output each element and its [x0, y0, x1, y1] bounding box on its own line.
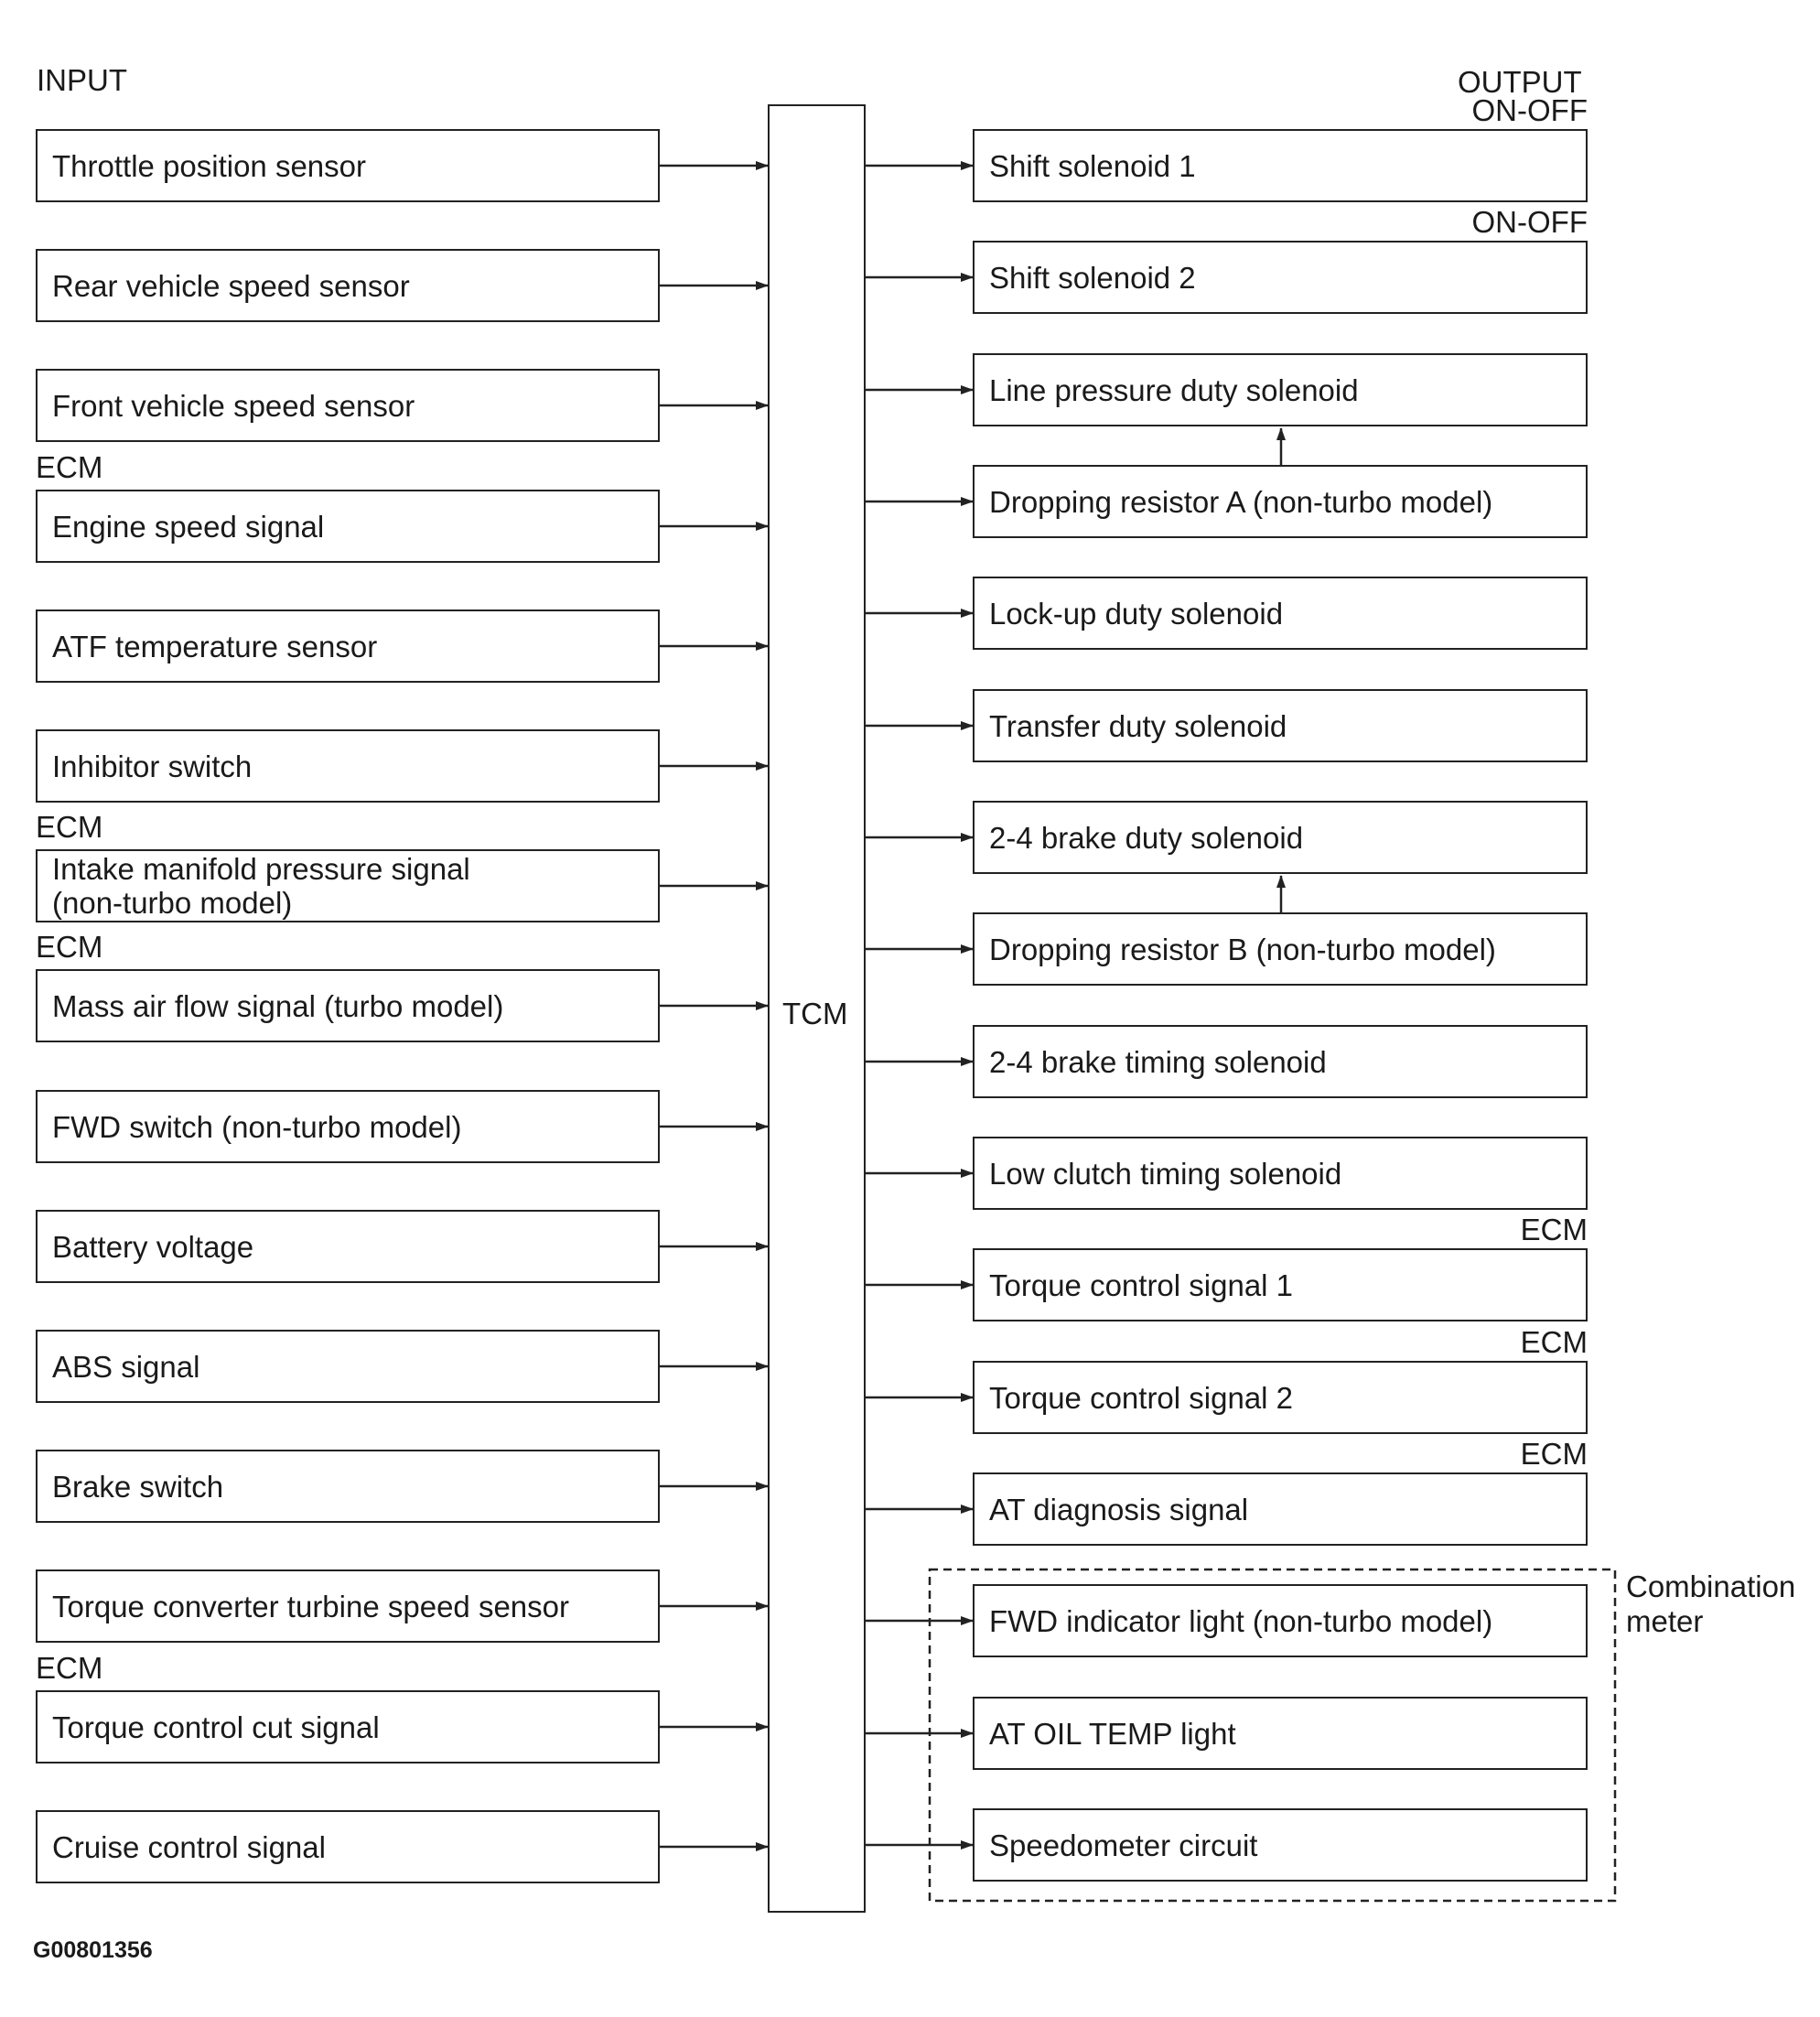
input-source-tag: ECM — [36, 1651, 103, 1685]
figure-id: G00801356 — [33, 1937, 153, 1963]
input-label: Throttle position sensor — [52, 149, 367, 183]
input-label: Brake switch — [52, 1470, 224, 1504]
output-heading: OUTPUT — [1458, 65, 1582, 99]
input-label: Engine speed signal — [52, 510, 325, 544]
output-label: AT OIL TEMP light — [989, 1717, 1236, 1751]
output-tag: ECM — [1520, 1437, 1588, 1471]
input-source-tag: ECM — [36, 450, 103, 484]
input-label: Rear vehicle speed sensor — [52, 269, 410, 303]
output-label: Lock-up duty solenoid — [989, 597, 1284, 631]
output-label: Dropping resistor A (non-turbo model) — [989, 485, 1493, 519]
input-source-tag: ECM — [36, 930, 103, 964]
output-label: Dropping resistor B (non-turbo model) — [989, 933, 1496, 966]
output-label: Line pressure duty solenoid — [989, 373, 1359, 407]
input-label: Torque converter turbine speed sensor — [52, 1590, 569, 1623]
output-label: Speedometer circuit — [989, 1828, 1258, 1862]
input-label: ATF temperature sensor — [52, 630, 378, 663]
output-label: Low clutch timing solenoid — [989, 1157, 1342, 1191]
output-label: Shift solenoid 2 — [989, 261, 1196, 295]
output-label: 2-4 brake timing solenoid — [989, 1045, 1327, 1079]
output-tag: ON-OFF — [1471, 93, 1588, 127]
output-label: Transfer duty solenoid — [989, 709, 1287, 743]
output-label: Torque control signal 2 — [989, 1381, 1294, 1415]
input-heading: INPUT — [37, 63, 127, 97]
output-tag: ECM — [1520, 1213, 1588, 1246]
input-label: Battery voltage — [52, 1230, 254, 1264]
input-source-tag: ECM — [36, 810, 103, 844]
input-label: Mass air flow signal (turbo model) — [52, 989, 504, 1023]
tcm-label: TCM — [782, 997, 848, 1030]
input-label: FWD switch (non-turbo model) — [52, 1110, 462, 1144]
input-label: Cruise control signal — [52, 1830, 326, 1864]
input-label: Inhibitor switch — [52, 750, 253, 783]
combination-meter-label: Combination meter — [1626, 1569, 1796, 1638]
output-label: FWD indicator light (non-turbo model) — [989, 1604, 1493, 1638]
input-label: Intake manifold pressure signal (non-turbo model) — [52, 852, 470, 920]
input-label: ABS signal — [52, 1350, 200, 1384]
output-label: Shift solenoid 1 — [989, 149, 1196, 183]
output-label: 2-4 brake duty solenoid — [989, 821, 1304, 855]
output-tag: ON-OFF — [1471, 205, 1588, 239]
input-label: Front vehicle speed sensor — [52, 389, 415, 423]
output-tag: ECM — [1520, 1325, 1588, 1359]
input-label: Torque control cut signal — [52, 1710, 380, 1744]
output-label: Torque control signal 1 — [989, 1268, 1294, 1302]
output-label: AT diagnosis signal — [989, 1493, 1249, 1526]
